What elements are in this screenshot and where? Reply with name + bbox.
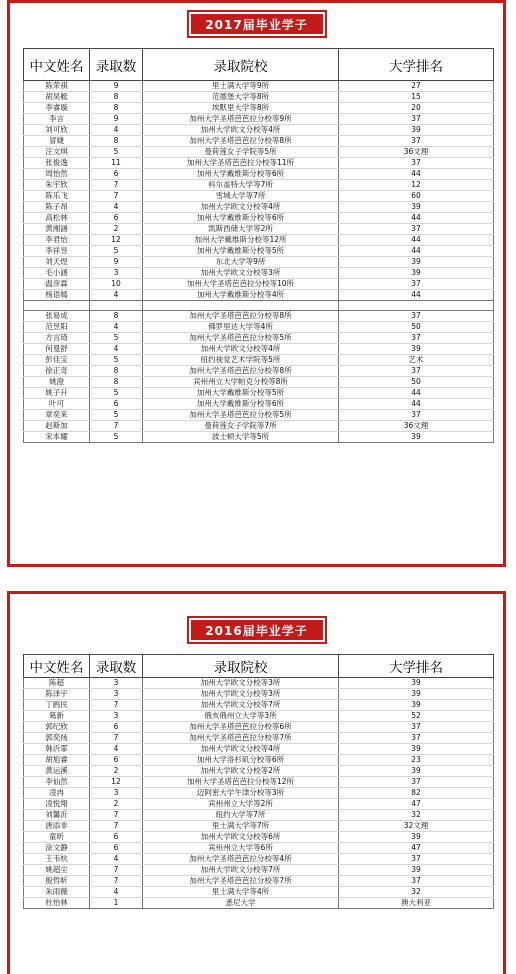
table-row [24, 843, 494, 854]
cell-rank: 37 [339, 158, 494, 169]
cell-school: 加州大学洛杉矶分校等6所 [143, 755, 339, 766]
table-row [24, 744, 494, 755]
cell-rank: 37 [339, 410, 494, 421]
table-row [24, 865, 494, 876]
cell-school: 纽约大学等7所 [143, 810, 339, 821]
admissions-table-2017 [23, 48, 494, 443]
cell-school: 宾州州立大学等6所 [143, 843, 339, 854]
cell-school: 加州大学圣塔芭芭拉分校等4所 [143, 854, 339, 865]
section-title-2017: 2017届毕业学子 [191, 14, 323, 34]
cell-name: 周怡然 [24, 169, 90, 180]
cell-name: 凌悦翔 [24, 799, 90, 810]
cell-name: 刘天煜 [24, 257, 90, 268]
cell-school: 加州大学戴维斯分校等5所 [143, 246, 339, 257]
cell-count: 4 [90, 744, 143, 755]
cell-name: 冒婕 [24, 136, 90, 147]
table-row [24, 322, 494, 333]
cell-school: 埃默里大学等8所 [143, 103, 339, 114]
table-row [24, 821, 494, 832]
cell-count: 4 [90, 887, 143, 898]
cell-rank: 37 [339, 876, 494, 887]
cell-name: 黄湘涵 [24, 224, 90, 235]
table-row [24, 377, 494, 388]
cell-name: 方言琦 [24, 333, 90, 344]
cell-school: 加州大学圣塔芭芭拉分校等9所 [143, 114, 339, 125]
cell-name: 姚超尘 [24, 865, 90, 876]
cell-name: 郭奕扬 [24, 733, 90, 744]
cell-school: 加州大学戴维斯分校等12所 [143, 235, 339, 246]
cell-rank: 39 [339, 125, 494, 136]
cell-count: 7 [90, 180, 143, 191]
cell-rank: 44 [339, 235, 494, 246]
cell-name: 赵斯加 [24, 421, 90, 432]
cell-name: 刘可欣 [24, 125, 90, 136]
spacer-cell [90, 301, 143, 311]
table-row [24, 344, 494, 355]
cell-count: 8 [90, 366, 143, 377]
table-row [24, 246, 494, 257]
cell-name: 陈泽宇 [24, 689, 90, 700]
cell-rank: 32 [339, 887, 494, 898]
cell-school: 悉尼大学 [143, 898, 339, 909]
table-row [24, 432, 494, 443]
cell-count: 11 [90, 158, 143, 169]
cell-school: 加州大学戴维斯分校等4所 [143, 290, 339, 301]
table-row [24, 158, 494, 169]
cell-name: 毛小涵 [24, 268, 90, 279]
table-row [24, 355, 494, 366]
cell-count: 3 [90, 711, 143, 722]
cell-count: 7 [90, 865, 143, 876]
table-row [24, 311, 494, 322]
table-row [24, 410, 494, 421]
table-row [24, 235, 494, 246]
cell-count: 4 [90, 344, 143, 355]
table-row [24, 202, 494, 213]
cell-rank: 37 [339, 854, 494, 865]
cell-school: 凯斯西储大学等2所 [143, 224, 339, 235]
cell-school: 加州大学圣塔芭芭拉分校等12所 [143, 777, 339, 788]
cell-school: 加州大学圣塔芭芭拉分校等7所 [143, 733, 339, 744]
cell-school: 加州大学欧文分校等4所 [143, 125, 339, 136]
cell-rank: 39 [339, 202, 494, 213]
cell-school: 加州大学圣塔芭芭拉分校等11所 [143, 158, 339, 169]
cell-name: 陈乐飞 [24, 191, 90, 202]
cell-school: 加州大学欧文分校等7所 [143, 700, 339, 711]
cell-count: 8 [90, 92, 143, 103]
table-row [24, 810, 494, 821]
table-row [24, 180, 494, 191]
cell-count: 2 [90, 766, 143, 777]
header-count: 录取数 [90, 655, 143, 678]
cell-count: 5 [90, 410, 143, 421]
header-name: 中文姓名 [24, 655, 90, 678]
cell-count: 6 [90, 843, 143, 854]
cell-school: 加州大学欧文分校等6所 [143, 832, 339, 843]
table-row [24, 169, 494, 180]
cell-count: 7 [90, 810, 143, 821]
cell-count: 8 [90, 103, 143, 114]
cell-count: 8 [90, 136, 143, 147]
cell-school: 加州大学欧文分校等4所 [143, 202, 339, 213]
cell-name: 殷哲昕 [24, 876, 90, 887]
cell-name: 朱雨薇 [24, 887, 90, 898]
cell-count: 1 [90, 898, 143, 909]
cell-rank: 39 [339, 744, 494, 755]
cell-school: 加州大学圣塔芭芭拉分校等6所 [143, 722, 339, 733]
cell-name: 凌冉 [24, 788, 90, 799]
cell-name: 姚子升 [24, 388, 90, 399]
cell-count: 7 [90, 700, 143, 711]
cell-rank: 44 [339, 169, 494, 180]
cell-name: 涂文静 [24, 843, 90, 854]
cell-rank: 艺术 [339, 355, 494, 366]
cell-count: 7 [90, 876, 143, 887]
cell-rank: 39 [339, 766, 494, 777]
cell-school: 加州大学欧文分校等3所 [143, 678, 339, 689]
table-row [24, 366, 494, 377]
cell-rank: 50 [339, 377, 494, 388]
table-row [24, 421, 494, 432]
cell-name: 李祥昱 [24, 246, 90, 257]
cell-school: 加州大学戴维斯分校等5所 [143, 388, 339, 399]
graduates-2017-card [7, 0, 506, 567]
cell-name: 叶可 [24, 399, 90, 410]
table-row [24, 766, 494, 777]
cell-school: 迈阿密大学牛津分校等3所 [143, 788, 339, 799]
cell-name: 丁鸥民 [24, 700, 90, 711]
cell-rank: 39 [339, 257, 494, 268]
header-count: 录取数 [90, 49, 143, 81]
table-row [24, 224, 494, 235]
table-header-row [24, 49, 494, 81]
cell-rank: 32 [339, 810, 494, 821]
table-row [24, 103, 494, 114]
table-row [24, 700, 494, 711]
cell-school: 纽约视觉艺术学院等5所 [143, 355, 339, 366]
cell-school: 加州大学欧文分校等4所 [143, 344, 339, 355]
cell-rank: 37 [339, 777, 494, 788]
table-row [24, 333, 494, 344]
table-row [24, 722, 494, 733]
cell-school: 雪城大学等7所 [143, 191, 339, 202]
cell-school: 加州大学戴维斯分校等6所 [143, 399, 339, 410]
cell-name: 李仙然 [24, 777, 90, 788]
cell-rank: 37 [339, 366, 494, 377]
cell-name: 陈超 [24, 678, 90, 689]
cell-rank: 44 [339, 290, 494, 301]
cell-rank: 27 [339, 81, 494, 92]
cell-name: 陈荣祺 [24, 81, 90, 92]
cell-school: 科尔盖特大学等7所 [143, 180, 339, 191]
cell-school: 曼荷莲女子学院等5所 [143, 147, 339, 158]
cell-school: 加州大学欧文分校等3所 [143, 689, 339, 700]
cell-name: 王韦杭 [24, 854, 90, 865]
cell-name: 胡昊艇 [24, 92, 90, 103]
cell-count: 4 [90, 125, 143, 136]
cell-rank: 39 [339, 689, 494, 700]
cell-count: 5 [90, 355, 143, 366]
cell-school: 波士顿大学等5所 [143, 432, 339, 443]
cell-count: 3 [90, 678, 143, 689]
cell-rank: 44 [339, 213, 494, 224]
cell-count: 3 [90, 268, 143, 279]
cell-name: 郭纪欣 [24, 722, 90, 733]
cell-rank: 44 [339, 246, 494, 257]
cell-name: 徐正奇 [24, 366, 90, 377]
cell-count: 4 [90, 290, 143, 301]
cell-name: 姚澄 [24, 377, 90, 388]
cell-rank: 37 [339, 733, 494, 744]
cell-name: 彭佳宝 [24, 355, 90, 366]
title-banner-2017 [187, 10, 327, 38]
cell-rank: 39 [339, 832, 494, 843]
header-school: 录取院校 [143, 655, 339, 678]
table-row [24, 279, 494, 290]
cell-school: 加州大学戴维斯分校等6所 [143, 169, 339, 180]
cell-rank: 47 [339, 799, 494, 810]
cell-name: 唐添非 [24, 821, 90, 832]
cell-count: 6 [90, 832, 143, 843]
cell-count: 5 [90, 388, 143, 399]
cell-school: 加州大学欧文分校等7所 [143, 865, 339, 876]
cell-rank: 37 [339, 311, 494, 322]
cell-name: 汪文琪 [24, 147, 90, 158]
cell-count: 4 [90, 854, 143, 865]
cell-count: 5 [90, 333, 143, 344]
cell-name: 黄运溪 [24, 766, 90, 777]
cell-name: 李君怡 [24, 235, 90, 246]
header-rank: 大学排名 [339, 49, 494, 81]
cell-count: 6 [90, 169, 143, 180]
cell-count: 6 [90, 755, 143, 766]
cell-rank: 15 [339, 92, 494, 103]
cell-rank: 44 [339, 388, 494, 399]
table-row [24, 755, 494, 766]
table-row [24, 147, 494, 158]
cell-count: 2 [90, 799, 143, 810]
cell-name: 陈子昂 [24, 202, 90, 213]
table-row [24, 136, 494, 147]
cell-count: 9 [90, 257, 143, 268]
cell-school: 宾州州立大学帕克分校等8所 [143, 377, 339, 388]
spacer-cell [339, 301, 494, 311]
cell-school: 佛罗里达大学等4所 [143, 322, 339, 333]
table-row [24, 832, 494, 843]
cell-count: 5 [90, 246, 143, 257]
cell-count: 7 [90, 821, 143, 832]
table-row [24, 388, 494, 399]
cell-rank: 39 [339, 865, 494, 876]
cell-name: 李言 [24, 114, 90, 125]
cell-count: 9 [90, 81, 143, 92]
table-row [24, 788, 494, 799]
cell-count: 8 [90, 311, 143, 322]
cell-school: 加州大学圣塔芭芭拉分校等8所 [143, 366, 339, 377]
table-row [24, 733, 494, 744]
cell-school: 加州大学圣塔芭芭拉分校等10所 [143, 279, 339, 290]
cell-count: 9 [90, 114, 143, 125]
table-group-spacer [24, 301, 494, 311]
cell-count: 2 [90, 224, 143, 235]
cell-rank: 12 [339, 180, 494, 191]
cell-school: 加州大学欧文分校等3所 [143, 268, 339, 279]
header-school: 录取院校 [143, 49, 339, 81]
cell-name: 李睿璇 [24, 103, 90, 114]
table-row [24, 689, 494, 700]
table-row [24, 399, 494, 410]
cell-name: 朱宇欣 [24, 180, 90, 191]
table-row [24, 257, 494, 268]
section-title-2016: 2016届毕业学子 [191, 620, 323, 640]
cell-rank: 39 [339, 344, 494, 355]
cell-rank: 37 [339, 224, 494, 235]
table-row [24, 898, 494, 909]
table-row [24, 114, 494, 125]
cell-rank: 50 [339, 322, 494, 333]
cell-school: 加州大学欧文分校等4所 [143, 744, 339, 755]
cell-name: 韩沂霏 [24, 744, 90, 755]
cell-rank: 37 [339, 114, 494, 125]
table-row [24, 854, 494, 865]
cell-rank: 37 [339, 333, 494, 344]
cell-school: 加州大学圣塔芭芭拉分校等8所 [143, 136, 339, 147]
table-row [24, 81, 494, 92]
cell-rank: 20 [339, 103, 494, 114]
cell-name: 张俊逸 [24, 158, 90, 169]
table-row [24, 191, 494, 202]
cell-count: 7 [90, 421, 143, 432]
table-row [24, 213, 494, 224]
cell-rank: 44 [339, 399, 494, 410]
cell-school: 里士满大学等4所 [143, 887, 339, 898]
cell-rank: 36文理 [339, 147, 494, 158]
cell-school: 东北大学等9所 [143, 257, 339, 268]
cell-count: 5 [90, 147, 143, 158]
cell-school: 加州大学欧文分校等2所 [143, 766, 339, 777]
cell-rank: 32文理 [339, 821, 494, 832]
table-row [24, 92, 494, 103]
cell-count: 3 [90, 689, 143, 700]
header-name: 中文姓名 [24, 49, 90, 81]
cell-name: 温彦霖 [24, 279, 90, 290]
admissions-table-2016 [23, 654, 494, 909]
cell-name: 杨语嫣 [24, 290, 90, 301]
cell-rank: 37 [339, 136, 494, 147]
cell-name: 童昕 [24, 832, 90, 843]
cell-count: 4 [90, 322, 143, 333]
cell-name: 章奕来 [24, 410, 90, 421]
table-row [24, 799, 494, 810]
cell-count: 3 [90, 788, 143, 799]
cell-count: 12 [90, 235, 143, 246]
cell-school: 曼荷莲女子学院等7所 [143, 421, 339, 432]
cell-count: 6 [90, 213, 143, 224]
cell-name: 范昱阳 [24, 322, 90, 333]
cell-count: 12 [90, 777, 143, 788]
spacer-cell [24, 301, 90, 311]
cell-count: 5 [90, 432, 143, 443]
cell-school: 加州大学圣塔芭芭拉分校等5所 [143, 333, 339, 344]
cell-count: 8 [90, 377, 143, 388]
cell-school: 范德堡大学等8所 [143, 92, 339, 103]
cell-rank: 23 [339, 755, 494, 766]
table-row [24, 711, 494, 722]
table-row [24, 268, 494, 279]
table-row [24, 887, 494, 898]
cell-school: 宾州州立大学等2所 [143, 799, 339, 810]
cell-name: 宋本耀 [24, 432, 90, 443]
cell-school: 里士满大学等9所 [143, 81, 339, 92]
cell-rank: 39 [339, 700, 494, 711]
header-rank: 大学排名 [339, 655, 494, 678]
spacer-cell [143, 301, 339, 311]
cell-rank: 39 [339, 678, 494, 689]
cell-name: 杜怡林 [24, 898, 90, 909]
cell-school: 加州大学戴维斯分校等6所 [143, 213, 339, 224]
cell-count: 10 [90, 279, 143, 290]
graduates-2016-card [7, 591, 506, 974]
table-row [24, 777, 494, 788]
cell-count: 7 [90, 191, 143, 202]
cell-name: 胡旭睿 [24, 755, 90, 766]
cell-rank: 37 [339, 279, 494, 290]
cell-school: 俄亥俄州立大学等3所 [143, 711, 339, 722]
cell-rank: 39 [339, 432, 494, 443]
table-header-row [24, 655, 494, 678]
cell-rank: 60 [339, 191, 494, 202]
cell-count: 6 [90, 722, 143, 733]
cell-count: 4 [90, 202, 143, 213]
cell-name: 何曼舒 [24, 344, 90, 355]
cell-name: 葛新 [24, 711, 90, 722]
cell-name: 高松林 [24, 213, 90, 224]
cell-school: 加州大学圣塔芭芭拉分校等7所 [143, 876, 339, 887]
cell-rank: 82 [339, 788, 494, 799]
cell-rank: 36文理 [339, 421, 494, 432]
cell-rank: 39 [339, 268, 494, 279]
cell-count: 6 [90, 399, 143, 410]
table-row [24, 876, 494, 887]
cell-school: 里士满大学等7所 [143, 821, 339, 832]
cell-name: 刘馨沂 [24, 810, 90, 821]
title-banner-2016 [187, 616, 327, 644]
cell-rank: 37 [339, 722, 494, 733]
cell-school: 加州大学圣塔芭芭拉分校等8所 [143, 311, 339, 322]
cell-count: 7 [90, 733, 143, 744]
cell-rank: 澳大利亚 [339, 898, 494, 909]
table-row [24, 678, 494, 689]
cell-rank: 52 [339, 711, 494, 722]
cell-name: 张易成 [24, 311, 90, 322]
table-row [24, 290, 494, 301]
cell-rank: 47 [339, 843, 494, 854]
table-row [24, 125, 494, 136]
cell-school: 加州大学圣塔芭芭拉分校等5所 [143, 410, 339, 421]
